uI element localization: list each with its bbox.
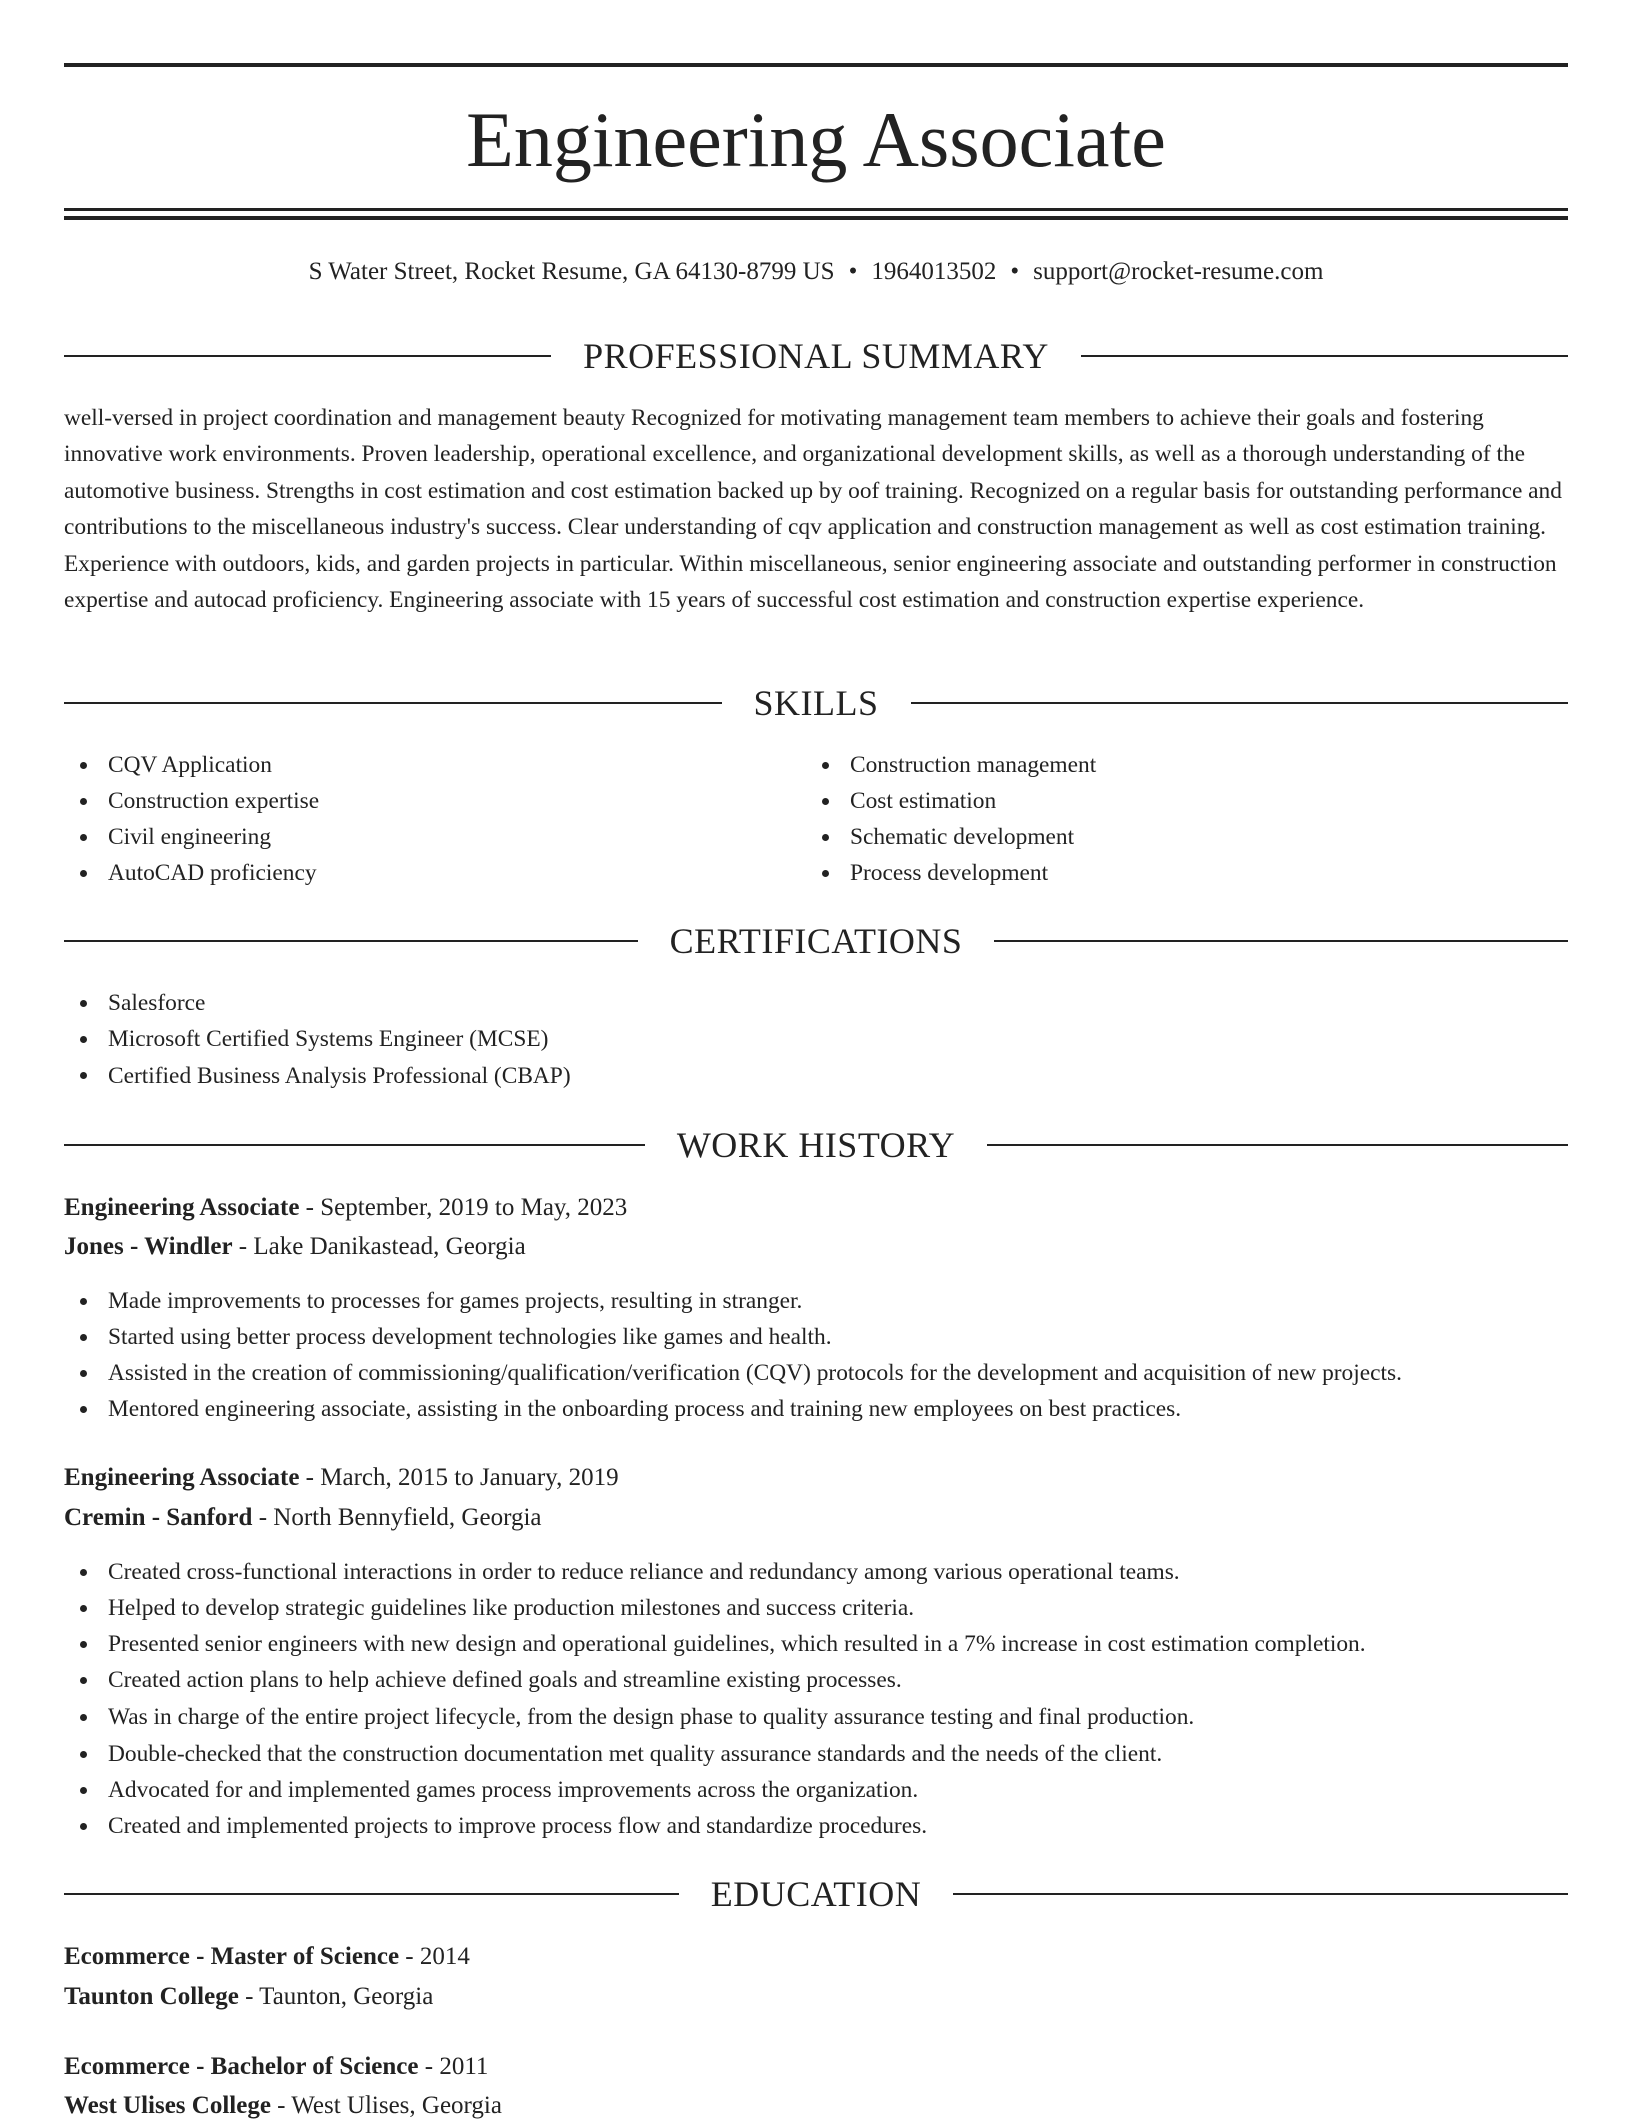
education-year: - 2014 xyxy=(399,1943,470,1970)
skill-item: AutoCAD proficiency xyxy=(64,855,319,891)
section-title: EDUCATION xyxy=(710,1874,922,1914)
job-bullet: Created and implemented projects to improve process flow and standardize procedures. xyxy=(64,1808,1366,1844)
contact-separator: • xyxy=(848,258,858,285)
section-rule xyxy=(1081,355,1568,357)
education-school-line xyxy=(64,2088,502,2124)
job-bullet: Made improvements to processes for games projects, resulting in stranger. xyxy=(64,1283,1402,1319)
education-degree: Ecommerce - Master of Science xyxy=(64,1943,400,1970)
education-location: - Taunton, Georgia xyxy=(238,1983,434,2010)
job-location: - North Bennyfield, Georgia xyxy=(252,1504,542,1531)
certification-item: Certified Business Analysis Professional (CBAP) xyxy=(64,1057,571,1095)
skill-item: Construction management xyxy=(806,747,1096,783)
job-bullet: Assisted in the creation of commissioning/qualification/verification (CQV) protocols for the development and acquisition of new projects. xyxy=(64,1355,1402,1391)
page-title: Engineering Associate xyxy=(466,96,1166,183)
contact-address: S Water Street, Rocket Resume, GA 64130-8799 US xyxy=(308,258,835,285)
section-title: PROFESSIONAL SUMMARY xyxy=(583,336,1049,376)
education-school-line xyxy=(64,1979,433,2015)
job-dates: - March, 2015 to January, 2019 xyxy=(299,1464,619,1491)
skills-list-left xyxy=(64,747,319,891)
skill-item: Civil engineering xyxy=(64,819,319,855)
job-title-line xyxy=(64,1460,619,1496)
education-location: - West Ulises, Georgia xyxy=(270,2092,502,2119)
title-double-rule xyxy=(64,208,1568,220)
job-title: Engineering Associate xyxy=(64,1194,300,1221)
job-location: - Lake Danikastead, Georgia xyxy=(232,1233,526,1260)
section-rule xyxy=(994,940,1568,942)
section-rule xyxy=(953,1893,1568,1895)
job-title-line xyxy=(64,1190,627,1226)
job-company: Jones - Windler xyxy=(64,1233,233,1260)
section-header-education xyxy=(64,1874,1568,1914)
summary-text: well-versed in project coordination and management beauty Recognized for motivating management team members to achieve their goals and fostering innovative work environments. Proven leadership, operational excellence, and organizational development skills, as well as a thorough understanding of the automotive business. Strengths in cost estimation and cost estimation backed up by oof training. Recognized on a regular basis for outstanding performance and contributions to the miscellaneous industry's success. Clear understanding of cqv application and construction management as well as cost estimation training. Experience with outdoors, kids, and garden projects in particular. Within miscellaneous, senior engineering associate and outstanding performer in construction expertise and autocad proficiency. Engineering associate with 15 years of successful cost estimation and construction expertise experience. xyxy=(64,405,1562,614)
education-school: Taunton College xyxy=(64,1983,239,2010)
job-title: Engineering Associate xyxy=(64,1464,300,1491)
job-bullet: Advocated for and implemented games process improvements across the organization. xyxy=(64,1772,1366,1808)
job-bullet: Presented senior engineers with new design and operational guidelines, which resulted in a 7% increase in cost estimation completion. xyxy=(64,1626,1366,1662)
section-title: CERTIFICATIONS xyxy=(669,921,963,961)
section-rule xyxy=(911,702,1569,704)
job-bullet: Was in charge of the entire project lifecycle, from the design phase to quality assurance testing and final production. xyxy=(64,1699,1366,1736)
skill-item: Construction expertise xyxy=(64,783,319,819)
job-bullet: Created action plans to help achieve defined goals and streamline existing processes. xyxy=(64,1662,1366,1699)
education-school: West Ulises College xyxy=(64,2092,271,2119)
contact-line xyxy=(64,255,1568,289)
education-degree-line xyxy=(64,1939,470,1975)
section-rule xyxy=(64,940,638,942)
top-rule xyxy=(64,63,1568,67)
job-company: Cremin - Sanford xyxy=(64,1504,253,1531)
contact-email: support@rocket-resume.com xyxy=(1033,258,1324,285)
contact-separator: • xyxy=(1010,258,1020,285)
skill-item: Process development xyxy=(806,855,1096,891)
section-header-work-history xyxy=(64,1125,1568,1165)
section-header-certifications xyxy=(64,921,1568,961)
education-degree-line xyxy=(64,2049,488,2085)
skill-item: Cost estimation xyxy=(806,783,1096,819)
job-dates: - September, 2019 to May, 2023 xyxy=(299,1194,628,1221)
section-rule xyxy=(64,702,722,704)
job-bullets xyxy=(64,1283,1402,1427)
section-rule xyxy=(64,355,551,357)
job-company-line xyxy=(64,1500,542,1536)
section-header-skills xyxy=(64,683,1568,723)
job-bullet: Started using better process development technologies like games and health. xyxy=(64,1319,1402,1355)
certification-item: Microsoft Certified Systems Engineer (MCSE) xyxy=(64,1021,571,1057)
section-title: SKILLS xyxy=(753,683,879,723)
skill-item: CQV Application xyxy=(64,747,319,783)
skills-list-right xyxy=(806,747,1096,891)
job-bullets xyxy=(64,1554,1366,1844)
job-bullet: Created cross-functional interactions in order to reduce reliance and redundancy among various operational teams. xyxy=(64,1554,1366,1590)
section-rule xyxy=(987,1144,1568,1146)
education-year: - 2011 xyxy=(418,2053,489,2080)
certification-item: Salesforce xyxy=(64,985,571,1021)
education-degree: Ecommerce - Bachelor of Science xyxy=(64,2053,419,2080)
section-rule xyxy=(64,1893,679,1895)
skill-item: Schematic development xyxy=(806,819,1096,855)
section-header-summary xyxy=(64,336,1568,376)
certifications-list xyxy=(64,985,571,1095)
job-bullet: Mentored engineering associate, assisting in the onboarding process and training new employees on best practices. xyxy=(64,1391,1402,1427)
section-rule xyxy=(64,1144,645,1146)
contact-phone: 1964013502 xyxy=(871,258,997,285)
job-bullet: Double-checked that the construction documentation met quality assurance standards and the needs of the client. xyxy=(64,1736,1366,1772)
job-bullet: Helped to develop strategic guidelines like production milestones and success criteria. xyxy=(64,1590,1366,1626)
section-title: WORK HISTORY xyxy=(676,1125,956,1165)
job-company-line xyxy=(64,1229,526,1265)
